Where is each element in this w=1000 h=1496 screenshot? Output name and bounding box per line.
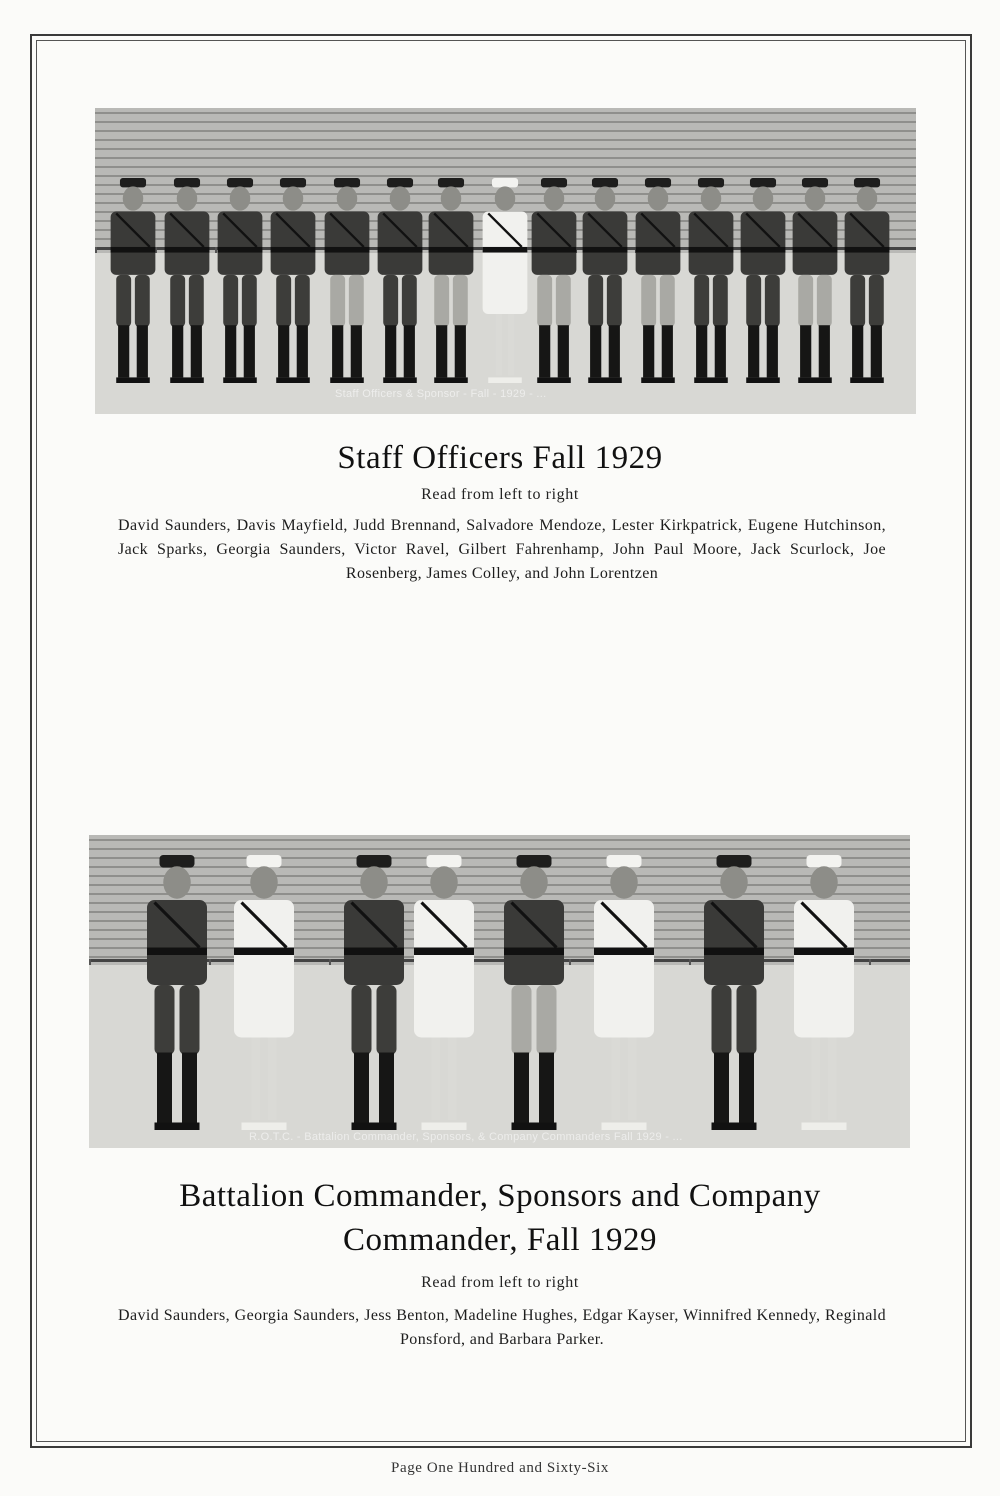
- battalion-photo-caption: R.O.T.C. - Battalion Commander, Sponsors, & Company Commanders Fall 1929 - ...: [249, 1131, 683, 1143]
- staff-officers-subtitle: Read from left to right: [421, 486, 579, 503]
- staff-officers-names: David Saunders, Davis Mayfield, Judd Brennand, Salvadore Mendoze, Lester Kirkpatrick, Eugene Hutchinson, Jack Sparks, Georgia Saunders, Victor Ravel, Gilbert Fahrenhamp, John Paul Moore, Jack Scurlock, Joe Rosenberg, James Colley, and John Lorentzen: [118, 517, 886, 582]
- staff-officers-title: Staff Officers Fall 1929: [337, 440, 663, 476]
- page-number-footer: Page One Hundred and Sixty-Six: [391, 1460, 609, 1476]
- battalion-title-line1: Battalion Commander, Sponsors and Company: [179, 1178, 821, 1214]
- staff-officers-photo: [95, 108, 916, 414]
- staff-photo-caption: Staff Officers & Sponsor - Fall - 1929 - ...: [335, 388, 547, 400]
- battalion-subtitle: Read from left to right: [421, 1274, 579, 1291]
- battalion-title-line2: Commander, Fall 1929: [343, 1222, 657, 1258]
- battalion-photo: [89, 835, 910, 1148]
- battalion-names: David Saunders, Georgia Saunders, Jess Benton, Madeline Hughes, Edgar Kayser, Winnifred Kennedy, Reginald Ponsford, and Barbara Parker.: [118, 1307, 886, 1348]
